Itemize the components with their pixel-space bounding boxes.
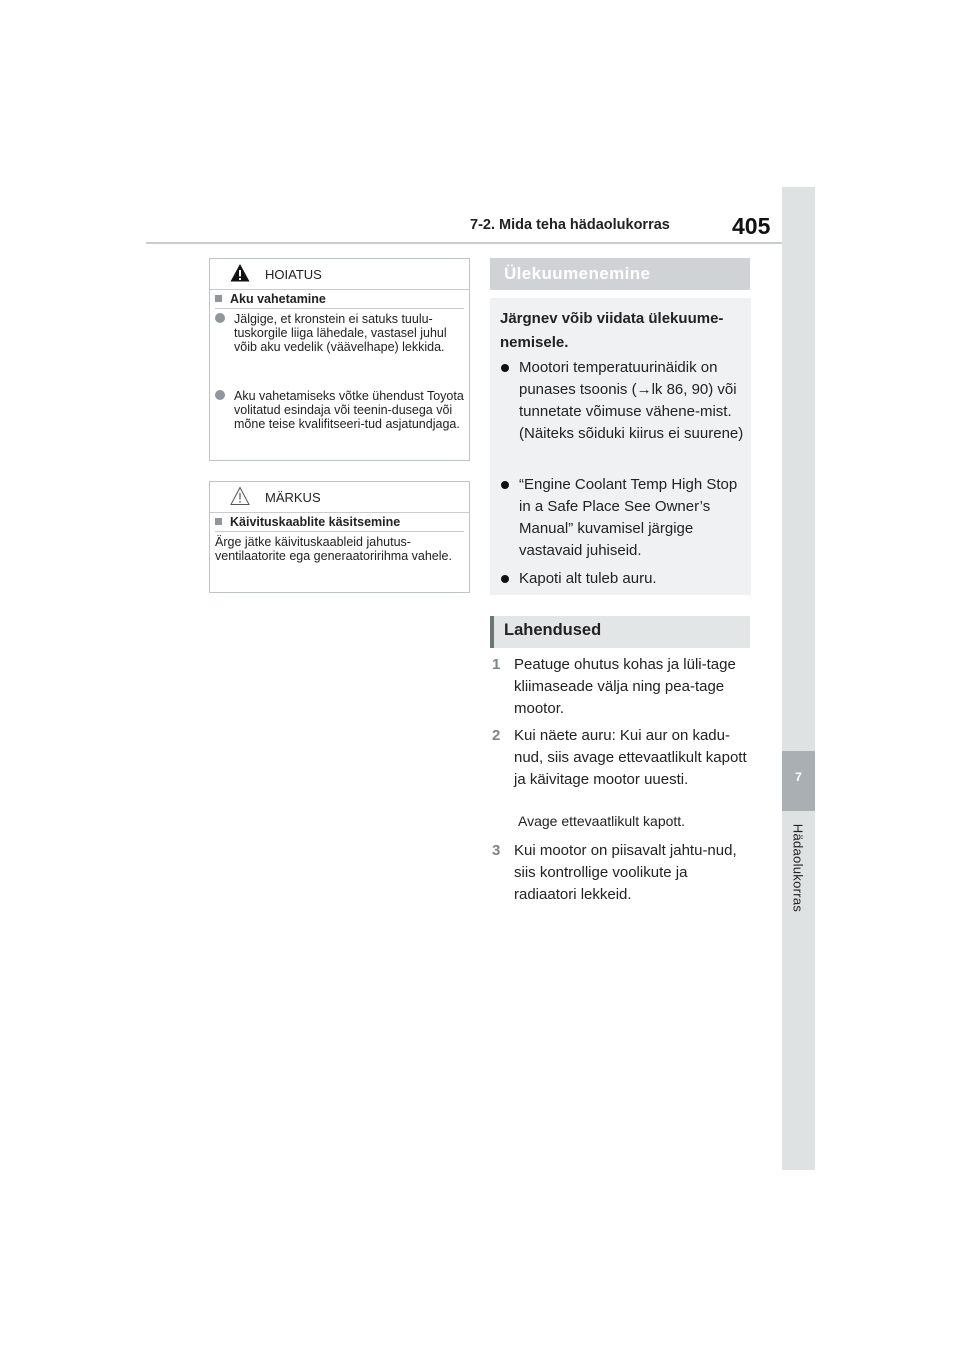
step-number: 1: [492, 656, 501, 673]
chapter-label: Hädaolukorras: [790, 823, 806, 913]
warning-title: HOIATUS: [265, 267, 322, 282]
solutions-heading: Lahendused: [490, 616, 750, 648]
notice-triangle-icon: [230, 486, 250, 506]
warning-triangle-icon: [230, 263, 250, 283]
heading-accent-bar: [490, 616, 494, 648]
step-text: Kui näete auru: Kui aur on kadu-nud, siis avage ettevaatlikult kapott ja käivitage mootor uuesti.: [514, 727, 747, 788]
notice-box: [209, 481, 470, 593]
warning-box: HOIATUS Aku vahetamine Jälgige, et kronstein ei satuks tuulu-tuskorgile liiga lähedale, vastasel juhul võib aku vedelik (väävelhape) lekkida. Aku vahetamiseks võtke ühendust Toyota volitatud esindaja või teenin-dusega või mõne teise kvalifitseeri-tud asjatundjaga.: [209, 258, 470, 461]
bullet-dot-icon: [501, 575, 509, 583]
header-divider: [146, 242, 782, 244]
notice-text: Ärge jätke käivituskaableid jahutus-ventilaatorite ega generaatoririhma vahele.: [215, 535, 452, 563]
overheat-heading: Ülekuumenemine: [490, 258, 750, 290]
overheat-intro: Järgnev võib viidata ülekuume-nemisele.: [500, 310, 724, 351]
chapter-side-tab: [782, 187, 815, 1170]
square-bullet-icon: [215, 518, 222, 525]
bullet-dot-icon: [501, 364, 509, 372]
subtitle-divider: [215, 531, 464, 532]
notice-subtitle: Käivituskaablite käsitsemine: [215, 515, 400, 529]
circle-bullet-icon: [215, 313, 225, 323]
step-number: 3: [492, 842, 501, 859]
bullet-dot-icon: [501, 481, 509, 489]
subtitle-divider: [215, 308, 464, 309]
chapter-number: 7: [795, 770, 802, 784]
step-subnote: Avage ettevaatlikult kapott.: [518, 813, 686, 829]
step-text: Kui mootor on piisavalt jahtu-nud, siis kontrollige voolikute ja radiaatori lekkeid.: [514, 842, 737, 903]
circle-bullet-icon: [215, 390, 225, 400]
step-text: Peatuge ohutus kohas ja lüli-tage kliimaseade välja ning pea-tage mootor.: [514, 656, 736, 717]
notice-title: MÄRKUS: [265, 490, 321, 505]
page-number: 405: [732, 213, 771, 239]
warning-header: [210, 259, 469, 290]
section-title: 7-2. Mida teha hädaolukorras: [470, 217, 670, 233]
warning-subtitle: Aku vahetamine: [215, 292, 326, 306]
notice-header: [210, 482, 469, 513]
step-number: 2: [492, 727, 501, 744]
square-bullet-icon: [215, 295, 222, 302]
